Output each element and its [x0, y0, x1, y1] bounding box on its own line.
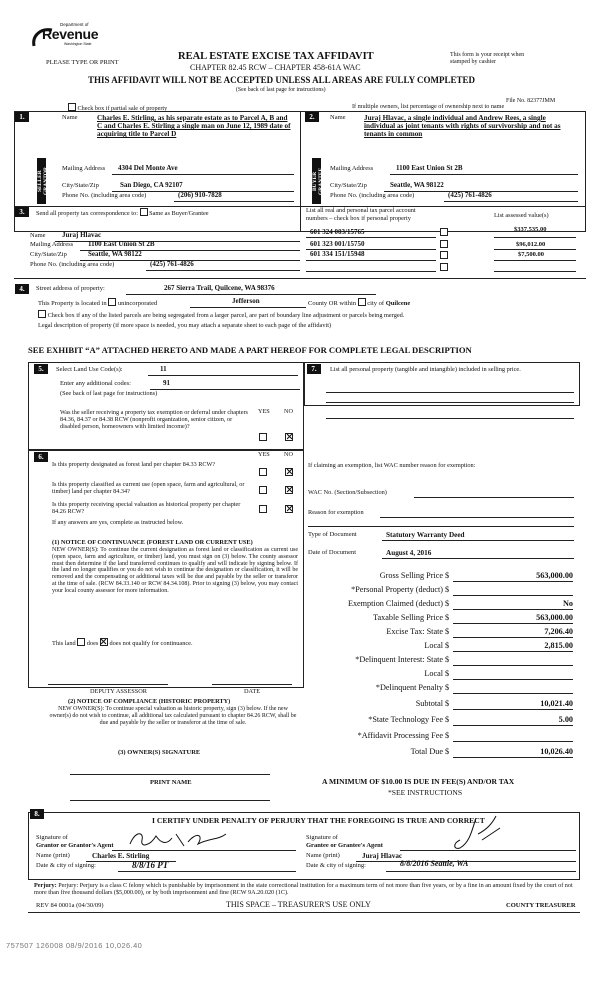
notice-compliance-text: NEW OWNER(S): To continue special valuation as historic property, sign (3) below. If the new owner(s) do not wish to continue, all additional tax calculated pursuant to chapter 84.26 RCW, shall be due and payable by the seller or transferor at the time of sale.	[49, 706, 297, 726]
notice-continuance-text: NEW OWNER(S): To continue the current designation as forest land or classification as current use (open space, farm and agriculture, or timber) land, you must sign on (3) below. The county assessor must then determine if the land transferred continues to qualify and will indicate by signing below. If the land no longer qualifies or you do not wish to continue the designation or classification, it will be removed and the compensating or additional taxes will be due and payable by the seller or transferor at the time of sale. (RCW 84.33.140 or RCW 84.34.108). Prior to signing (3) below, you may contact your local county assessor for more information.	[52, 547, 298, 594]
personal-property-label: List all personal property (tangible and intangible) included in selling price.	[330, 366, 521, 373]
amount-row: Gross Selling Price $ 563,000.00	[379, 571, 573, 580]
amount-row: Exemption Claimed (deduct) $ No	[347, 599, 573, 608]
deputy-assessor-label: DEPUTY ASSESSOR	[90, 688, 147, 695]
grantor-signature	[126, 828, 236, 850]
current-use-question: Is this property classified as current use (open space, farm and agricultural, or timber) land per chapter 84.34?	[52, 481, 245, 495]
corr-name: Juraj Hlavac	[62, 231, 102, 239]
yes-header: YES	[258, 408, 270, 415]
please-type: PLEASE TYPE OR PRINT	[46, 59, 119, 66]
street-address: 267 Sierra Trail, Quilcene, WA 98376	[164, 284, 275, 292]
seller-mailing: 4304 Del Monte Ave	[118, 164, 178, 172]
buyer-side-label: BUYER GRANTEE	[312, 158, 321, 204]
city-of-checkbox[interactable]	[358, 298, 366, 306]
grantee-date: 8/8/2016 Seattle, WA	[400, 859, 469, 868]
grantee-signature	[446, 814, 506, 854]
corr-mailing-label: Mailing Address	[30, 241, 74, 248]
amount-label: *Delinquent Penalty	[375, 683, 443, 692]
amount-value	[453, 731, 573, 742]
buyer-mailing-label: Mailing Address	[330, 165, 374, 172]
file-number: File No. 82377JMM	[506, 98, 556, 104]
amount-label: Taxable Selling Price	[373, 613, 443, 622]
seller-phone-label: Phone No. (including area code)	[62, 192, 147, 199]
grantee-sig-label-2: Grantee or Grantee's Agent	[306, 842, 383, 849]
amount-row: Taxable Selling Price $ 563,000.00	[373, 613, 573, 622]
city-name: Quilcene	[385, 300, 411, 307]
amount-row: Subtotal $ 10,021.40	[415, 699, 573, 708]
amount-value	[453, 655, 573, 666]
seller-phone: (206) 910-7828	[178, 191, 222, 199]
grantor-sig-label-2: Grantor or Grantor's Agent	[36, 842, 114, 849]
seller-name: Charles E. Stirling, as his separate estate as to Parcel A, B and C and Charles E. Stirling a single man on June 12, 1989 date of acquiring title to Parcel D	[97, 114, 291, 139]
amount-value: 7,206.40	[453, 627, 573, 638]
amount-row: Local $	[305, 669, 573, 681]
multiple-owners: If multiple owners, list percentage of ownership next to name	[352, 103, 505, 110]
amount-value: 10,026.40	[453, 747, 573, 758]
logo-line1: Department of	[60, 22, 89, 27]
assessed-value: $337,535.00	[514, 226, 547, 233]
historic-question: Is this property receiving special valuation as historical property per chapter 84.26 RCW?	[52, 501, 241, 515]
this-land-label: This land	[52, 640, 76, 647]
forest-no-checkbox[interactable]	[285, 468, 293, 476]
revision-code: REV 84 0001a (04/30/09)	[36, 902, 104, 909]
amount-label: Exemption Claimed (deduct)	[347, 599, 443, 608]
does-not-label: does not qualify for continuance.	[109, 640, 193, 647]
grantor-date-label: Date & city of signing:	[36, 862, 96, 869]
amount-row: Local $ 2,815.00	[424, 641, 573, 650]
seller-side-label: SELLER GRANTOR	[37, 158, 46, 204]
amount-value: 2,815.00	[453, 641, 573, 652]
corr-phone: (425) 761-4826	[150, 260, 194, 268]
forest-yes-checkbox[interactable]	[259, 468, 267, 476]
current-use-yes-checkbox[interactable]	[259, 486, 267, 494]
legal-desc-label: Legal description of property (if more space is needed, you may attach a separate sheet to each page of the affidavit)	[38, 322, 332, 329]
corr-name-label: Name	[30, 232, 46, 239]
seller-name-label: Name	[62, 114, 78, 121]
personal-property-checkbox[interactable]	[440, 240, 448, 248]
amount-row: *Affidavit Processing Fee $	[305, 731, 573, 743]
current-use-no-checkbox[interactable]	[285, 486, 293, 494]
amount-row: Total Due $ 10,026.40	[410, 747, 573, 756]
amount-value: 563,000.00	[453, 571, 573, 582]
unincorporated-label: unincorporated	[117, 300, 158, 307]
assessed-header: List assessed value(s)	[494, 212, 549, 219]
if-yes-note: If any answers are yes, complete as instructed below.	[52, 519, 184, 526]
does-not-checkbox[interactable]	[100, 638, 108, 646]
correspondence-number: 3.	[15, 207, 29, 217]
form-title: REAL ESTATE EXCISE TAX AFFIDAVIT	[178, 51, 374, 62]
does-checkbox[interactable]	[77, 638, 85, 646]
grantee-sig-label-1: Signature of	[306, 834, 338, 841]
receipt-note: This form is your receipt when stamped by cashier	[450, 52, 525, 65]
buyer-name: Juraj Hlavac, a single individual and Andrew Rees, a single individual as joint tenants with rights of survivorship and not as tenants in common	[364, 114, 561, 139]
street-number: 4.	[15, 284, 29, 294]
minimum-note: A MINIMUM OF $10.00 IS DUE IN FEE(S) AND/OR TAX	[322, 777, 515, 786]
grantee-date-label: Date & city of signing:	[306, 862, 366, 869]
see-instructions: *SEE INSTRUCTIONS	[388, 788, 463, 797]
street-label: Street address of property:	[36, 285, 105, 292]
partial-sale-checkbox[interactable]	[68, 103, 76, 111]
warning: THIS AFFIDAVIT WILL NOT BE ACCEPTED UNLESS ALL AREAS ARE FULLY COMPLETED	[88, 75, 476, 85]
perjury-text: Perjury: Perjury is a class C felony which is punishable by imprisonment in the state correctional institution for a maximum term of not more than five years, or by a fine in an amount fixed by the court of not more than five thousand dollars ($5,000.00), or by both imprisonment and fine (RCW 9A.20.020 (1C).	[34, 882, 573, 897]
section-6-number: 6.	[34, 452, 48, 462]
parcel-number: 601 323 001/15750	[310, 240, 365, 248]
amount-value	[453, 669, 573, 680]
s6-yes-header: YES	[258, 451, 270, 458]
exemption-question: Was the seller receiving a property tax exemption or deferral under chapters 84.36, 84.37 or 84.38 RCW (nonprofit organization, senior citizen, or disabled person, homeowners with limited income)?	[60, 409, 248, 431]
amount-row: *Personal Property (deduct) $	[305, 585, 573, 597]
dor-logo	[30, 22, 100, 52]
amount-value	[453, 683, 573, 694]
seller-city-label: City/State/Zip	[62, 182, 99, 189]
amount-row: *Delinquent Interest: State $	[305, 655, 573, 667]
wac-label: WAC No. (Section/Subsection)	[308, 489, 387, 496]
parcel-row	[306, 238, 576, 250]
segregated-line	[38, 310, 404, 319]
amount-row: *State Technology Fee $ 5.00	[368, 715, 573, 724]
personal-property-checkbox[interactable]	[440, 228, 448, 236]
grantee-name-label: Name (print)	[306, 852, 340, 859]
section-7-number: 7.	[307, 364, 321, 374]
seller-mailing-label: Mailing Address	[62, 165, 106, 172]
certify-statement: I CERTIFY UNDER PENALTY OF PERJURY THAT THE FOREGOING IS TRUE AND CORRECT	[152, 816, 485, 825]
buyer-phone-label: Phone No. (including area code)	[330, 192, 415, 199]
parcel-number: 601 334 151/15948	[310, 250, 365, 258]
see-back: (See back of last page for instructions)	[236, 87, 326, 93]
historic-yes-checkbox[interactable]	[259, 505, 267, 513]
corr-city-label: City/State/Zip	[30, 251, 67, 258]
exemption-claim-label: If claiming an exemption, list WAC number reason for exemption:	[308, 462, 476, 469]
reason-label: Reason for exemption	[308, 509, 364, 516]
additional-codes: 91	[163, 379, 170, 387]
amount-label: Subtotal	[415, 699, 443, 708]
seller-number: 1.	[15, 112, 29, 122]
exhibit-heading: SEE EXHIBIT “A” ATTACHED HERETO AND MADE A PART HEREOF FOR COMPLETE LEGAL DESCRIPTION	[28, 345, 472, 355]
doc-type-label: Type of Document	[308, 531, 357, 538]
parcel-header-2: numbers – check box if personal property	[306, 215, 411, 222]
located-line	[38, 298, 157, 307]
amount-label: Local	[424, 641, 443, 650]
amount-label: Total Due	[410, 747, 443, 756]
located-in-label: This Property is located in	[38, 300, 107, 307]
corr-mailing: 1100 East Union St 2B	[88, 240, 155, 248]
section-8-number: 8.	[30, 809, 44, 819]
forest-question: Is this property designated as forest land per chapter 84.33 RCW?	[52, 461, 216, 468]
county-treasurer: COUNTY TREASURER	[506, 902, 576, 909]
same-as-buyer-label: Same as Buyer/Grantee	[149, 210, 209, 217]
amount-label: *Personal Property (deduct)	[351, 585, 443, 594]
county-or-text: County OR within	[308, 300, 357, 307]
additional-codes-label: Enter any additional codes:	[60, 380, 131, 387]
amount-value: 10,021.40	[453, 699, 573, 710]
does-label: does	[86, 640, 99, 647]
land-use-number: 5.	[34, 364, 48, 374]
grantor-date: 8/8/16 PT	[132, 860, 169, 870]
parcel-number: 601 324 003/15765	[310, 228, 365, 236]
unincorporated-checkbox[interactable]	[108, 298, 116, 306]
city-of-label: city of	[367, 300, 385, 307]
assessed-value: $96,012.00	[516, 241, 546, 248]
segregated-checkbox[interactable]	[38, 310, 46, 318]
deputy-date-label: DATE	[244, 688, 261, 695]
grantee-name: Juraj Hlavac	[362, 852, 403, 860]
no-header: NO	[284, 408, 293, 415]
parcel-header-1: List all real and personal tax parcel account	[306, 207, 416, 214]
amount-row: Excise Tax: State $ 7,206.40	[386, 627, 573, 636]
amount-row: *Delinquent Penalty $	[305, 683, 573, 695]
county-name: Jefferson	[232, 297, 260, 305]
buyer-number: 2.	[305, 112, 319, 122]
buyer-city-label: City/State/Zip	[330, 182, 367, 189]
logo-line3: Washington State	[64, 42, 92, 46]
buyer-phone: (425) 761-4826	[448, 191, 492, 199]
amount-value: 563,000.00	[453, 613, 573, 624]
amount-value: No	[453, 599, 573, 610]
amount-label: Local	[424, 669, 443, 678]
same-as-buyer-checkbox[interactable]	[140, 208, 148, 216]
perjury-notice: Perjury: Perjury: Perjury is a class C felony which is punishable by imprisonment in the state correctional institution for a maximum term of not more than five years, or by a fine in an amount fixed by the court of not more than five thousand dollars ($5,000.00), or by both imprisonment and fine (RCW 9A.20.020 (1C).	[34, 882, 573, 897]
correspondence-label	[36, 208, 209, 217]
partial-sale-label: Check box if partial sale of property	[77, 105, 168, 112]
print-name-label: PRINT NAME	[150, 779, 192, 786]
notice-compliance-title: (2) NOTICE OF COMPLIANCE (HISTORIC PROPERTY)	[68, 698, 231, 705]
corr-city: Seattle, WA 98122	[88, 250, 142, 258]
notice-continuance-title: (1) NOTICE OF CONTINUANCE (FOREST LAND OR CURRENT USE)	[52, 539, 253, 546]
buyer-name-label: Name	[330, 114, 346, 121]
treasurer-space: THIS SPACE – TREASURER'S USE ONLY	[226, 900, 371, 909]
grantor-name-label: Name (print)	[36, 852, 70, 859]
s6-no-header: NO	[284, 451, 293, 458]
parcel-row	[306, 250, 576, 262]
continuance-line	[52, 638, 193, 647]
payment-stamp: 757507 126008 08/9/2016 10,026.40	[6, 941, 143, 950]
county-or-label	[308, 298, 410, 307]
form-chapter: CHAPTER 82.45 RCW – CHAPTER 458-61A WAC	[190, 63, 361, 72]
buyer-mailing: 1100 East Union St 2B	[396, 164, 463, 172]
parcel-row	[306, 226, 576, 238]
amount-label: Excise Tax: State	[386, 627, 443, 636]
amount-label: Gross Selling Price	[379, 571, 443, 580]
assessed-value: $7,500.00	[518, 251, 544, 258]
buyer-city: Seattle, WA 98122	[390, 181, 444, 189]
land-use-see-back: (See back of last page for instructions)	[60, 390, 158, 397]
exemption-yes-checkbox[interactable]	[259, 433, 267, 441]
segregated-label: Check box if any of the listed parcels are being segregated from a larger parcel, are part of boundary line adjustment or parcels being merged.	[47, 312, 405, 319]
grantor-sig-label-1: Signature of	[36, 834, 68, 841]
land-use-code: 11	[160, 365, 167, 373]
doc-type: Statutory Warranty Deed	[386, 531, 465, 539]
historic-no-checkbox[interactable]	[285, 505, 293, 513]
owner-signature-label: (3) OWNER(S) SIGNATURE	[118, 749, 201, 756]
corr-phone-label: Phone No. (including area code)	[30, 261, 115, 268]
amount-label: *Affidavit Processing Fee	[357, 731, 443, 740]
doc-date: August 4, 2016	[386, 549, 432, 557]
grantor-name: Charles E. Stirling	[92, 852, 150, 860]
personal-property-checkbox[interactable]	[440, 263, 448, 271]
seller-city: San Diego, CA 92107	[120, 181, 183, 189]
correspondence-text: Send all property tax correspondence to:	[36, 210, 138, 217]
exemption-no-checkbox[interactable]	[285, 433, 293, 441]
amount-value: 5.00	[453, 715, 573, 726]
doc-date-label: Date of Document	[308, 549, 357, 556]
amount-label: *State Technology Fee	[368, 715, 443, 724]
amount-label: *Delinquent Interest: State	[355, 655, 443, 664]
land-use-label: Select Land Use Code(s):	[56, 366, 123, 373]
logo-word: Revenue	[42, 26, 99, 42]
personal-property-checkbox[interactable]	[440, 251, 448, 259]
amount-value	[453, 585, 573, 596]
